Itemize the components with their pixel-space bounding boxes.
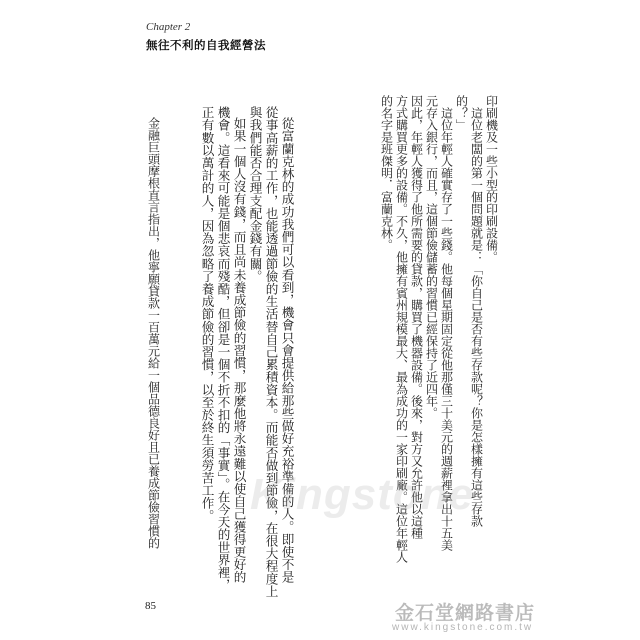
chapter-title: 無往不利的自我經營法	[146, 38, 266, 52]
text-column-13: 機會。這看來可能是個悲哀而殘酷，但卻是一個不折不扣的「事實」。在今天的世界裡，	[215, 106, 231, 592]
watermark-english: Kingstone	[250, 470, 475, 519]
chapter-label: Chapter 2	[146, 21, 191, 33]
text-column-14: 正有數以萬計的人，因為忽略了養成節儉的習慣，以至於終生須勞苦工作。	[199, 106, 215, 522]
text-column-12: 如果一個人沒有錢，而且尚未養成節儉的習慣，那麼他將永遠難以使自己獲得更好的	[231, 117, 247, 584]
page-number: 85	[145, 600, 156, 612]
text-column-11: 與我們能否合理支配金錢有關。	[247, 106, 263, 283]
watermark-chinese: 金石堂網路書店	[395, 602, 536, 624]
text-column-1: 印刷機及一些小型的印刷設備。	[484, 95, 499, 263]
text-column-3: 的？」	[454, 95, 469, 131]
text-column-8: 的名字是班傑明．富蘭克林。	[379, 95, 394, 251]
text-column-4: 這位年輕人確實存了一些錢。他每個星期固定從他那僅三十美元的週薪裡拿出十五美	[439, 107, 454, 551]
text-column-9: 從富蘭克林的成功我們可以看到，機會只會提供給那些做好充裕準備的人。即使不是	[279, 117, 295, 584]
text-column-15: 金融巨頭摩根直言指出，他寧願貸款一百萬元給一個品德良好且已養成節儉習慣的	[146, 117, 161, 549]
text-column-2: 這位老闆的第一個問題就是：「你自己是否有些存款呢？你是怎樣擁有這些存款	[469, 107, 484, 527]
text-column-10: 從事高薪的工作，也能透過節儉的生活替自己累積資本。而能否做到節儉，在很大程度上	[263, 106, 279, 598]
text-column-6: 因此，年輕人獲得了他所需要的貸款，購買了機器設備。後來，對方又允許他以這種	[409, 95, 424, 539]
text-column-5: 元存入銀行，而且，這個節儉儲蓄的習慣已經保持了近四年。	[424, 95, 439, 419]
text-column-7: 方式購買更多的設備。不久，他擁有賓州規模最大、最為成功的一家印刷廠。這位年輕人	[394, 95, 409, 563]
watermark-url: www.kingstone.com.tw	[392, 622, 534, 633]
